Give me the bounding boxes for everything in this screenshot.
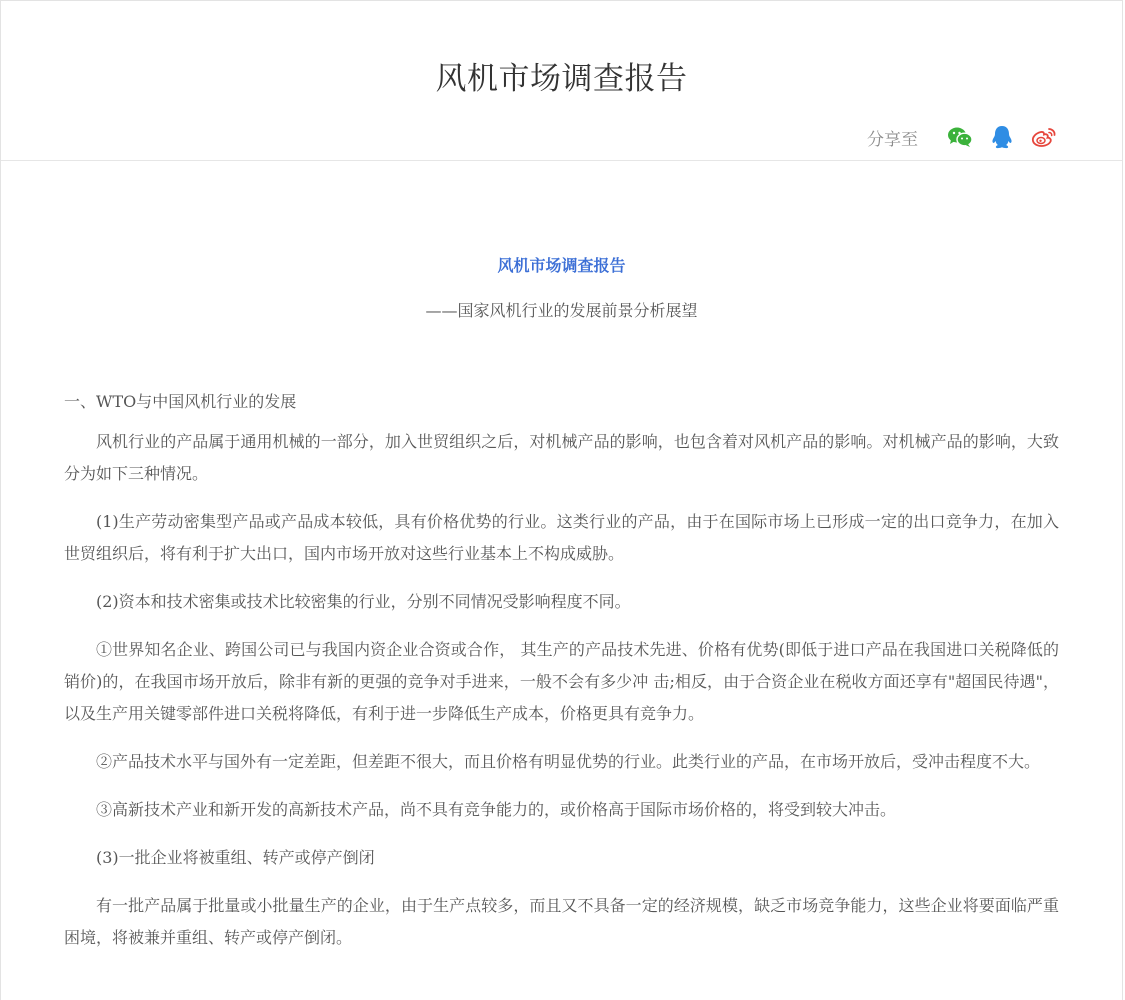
page-header <box>1 1 1122 161</box>
weibo-icon[interactable] <box>1030 123 1058 151</box>
paragraph: (2)资本和技术密集或技术比较密集的行业，分别不同情况受影响程度不同。 <box>96 592 631 611</box>
article-subtitle: ——国家风机行业的发展前景分析展望 <box>425 301 698 320</box>
paragraph: ②产品技术水平与国外有一定差距，但差距不很大，而且价格有明显优势的行业。此类行业的产品，在市场开放后，受冲击程度不大。 <box>96 752 1041 771</box>
share-bar <box>867 123 1058 151</box>
paragraph: (3)一批企业将被重组、转产或停产倒闭 <box>96 848 375 867</box>
share-label: 分享至 <box>867 129 918 150</box>
section-heading: 一、WTO与中国风机行业的发展 <box>64 392 297 411</box>
paragraph: (1)生产劳动密集型产品或产品成本较低，具有价格优势的行业。这类行业的产品，由于在国际市场上已形成一定的出口竞争力，在加入世贸组织后，将有利于扩大出口，国内市场开放对这些行业基本上不构成威胁。 <box>64 512 1059 563</box>
wechat-icon[interactable] <box>946 123 974 151</box>
article-body <box>1 255 1122 954</box>
paragraph: ③高新技术产业和新开发的高新技术产品，尚不具有竞争能力的，或价格高于国际市场价格的，将受到较大冲击。 <box>96 800 897 819</box>
paragraph: ①世界知名企业、跨国公司已与我国内资企业合资或合作， 其生产的产品技术先进、价格有优势(即低于进口产品在我国进口关税降低的销价)的，在我国市场开放后，除非有新的更强的竞争对手进来，一般不会有多少冲 击;相反，由于合资企业在税收方面还享有"超国民待遇"，以及生产用关键零部件进口关税将降低，有利于进一步降低生产成本，价格更具有竞争力。 <box>64 640 1059 723</box>
article-title: 风机市场调查报告 <box>497 256 626 275</box>
qq-icon[interactable] <box>988 123 1016 151</box>
paragraph: 风机行业的产品属于通用机械的一部分，加入世贸组织之后，对机械产品的影响，也包含着对风机产品的影响。对机械产品的影响，大致分为如下三种情况。 <box>64 432 1059 483</box>
page-title: 风机市场调查报告 <box>435 61 688 97</box>
paragraph: 有一批产品属于批量或小批量生产的企业，由于生产点较多，而且又不具备一定的经济规模，缺乏市场竞争能力，这些企业将要面临严重困境，将被兼并重组、转产或停产倒闭。 <box>64 896 1059 947</box>
